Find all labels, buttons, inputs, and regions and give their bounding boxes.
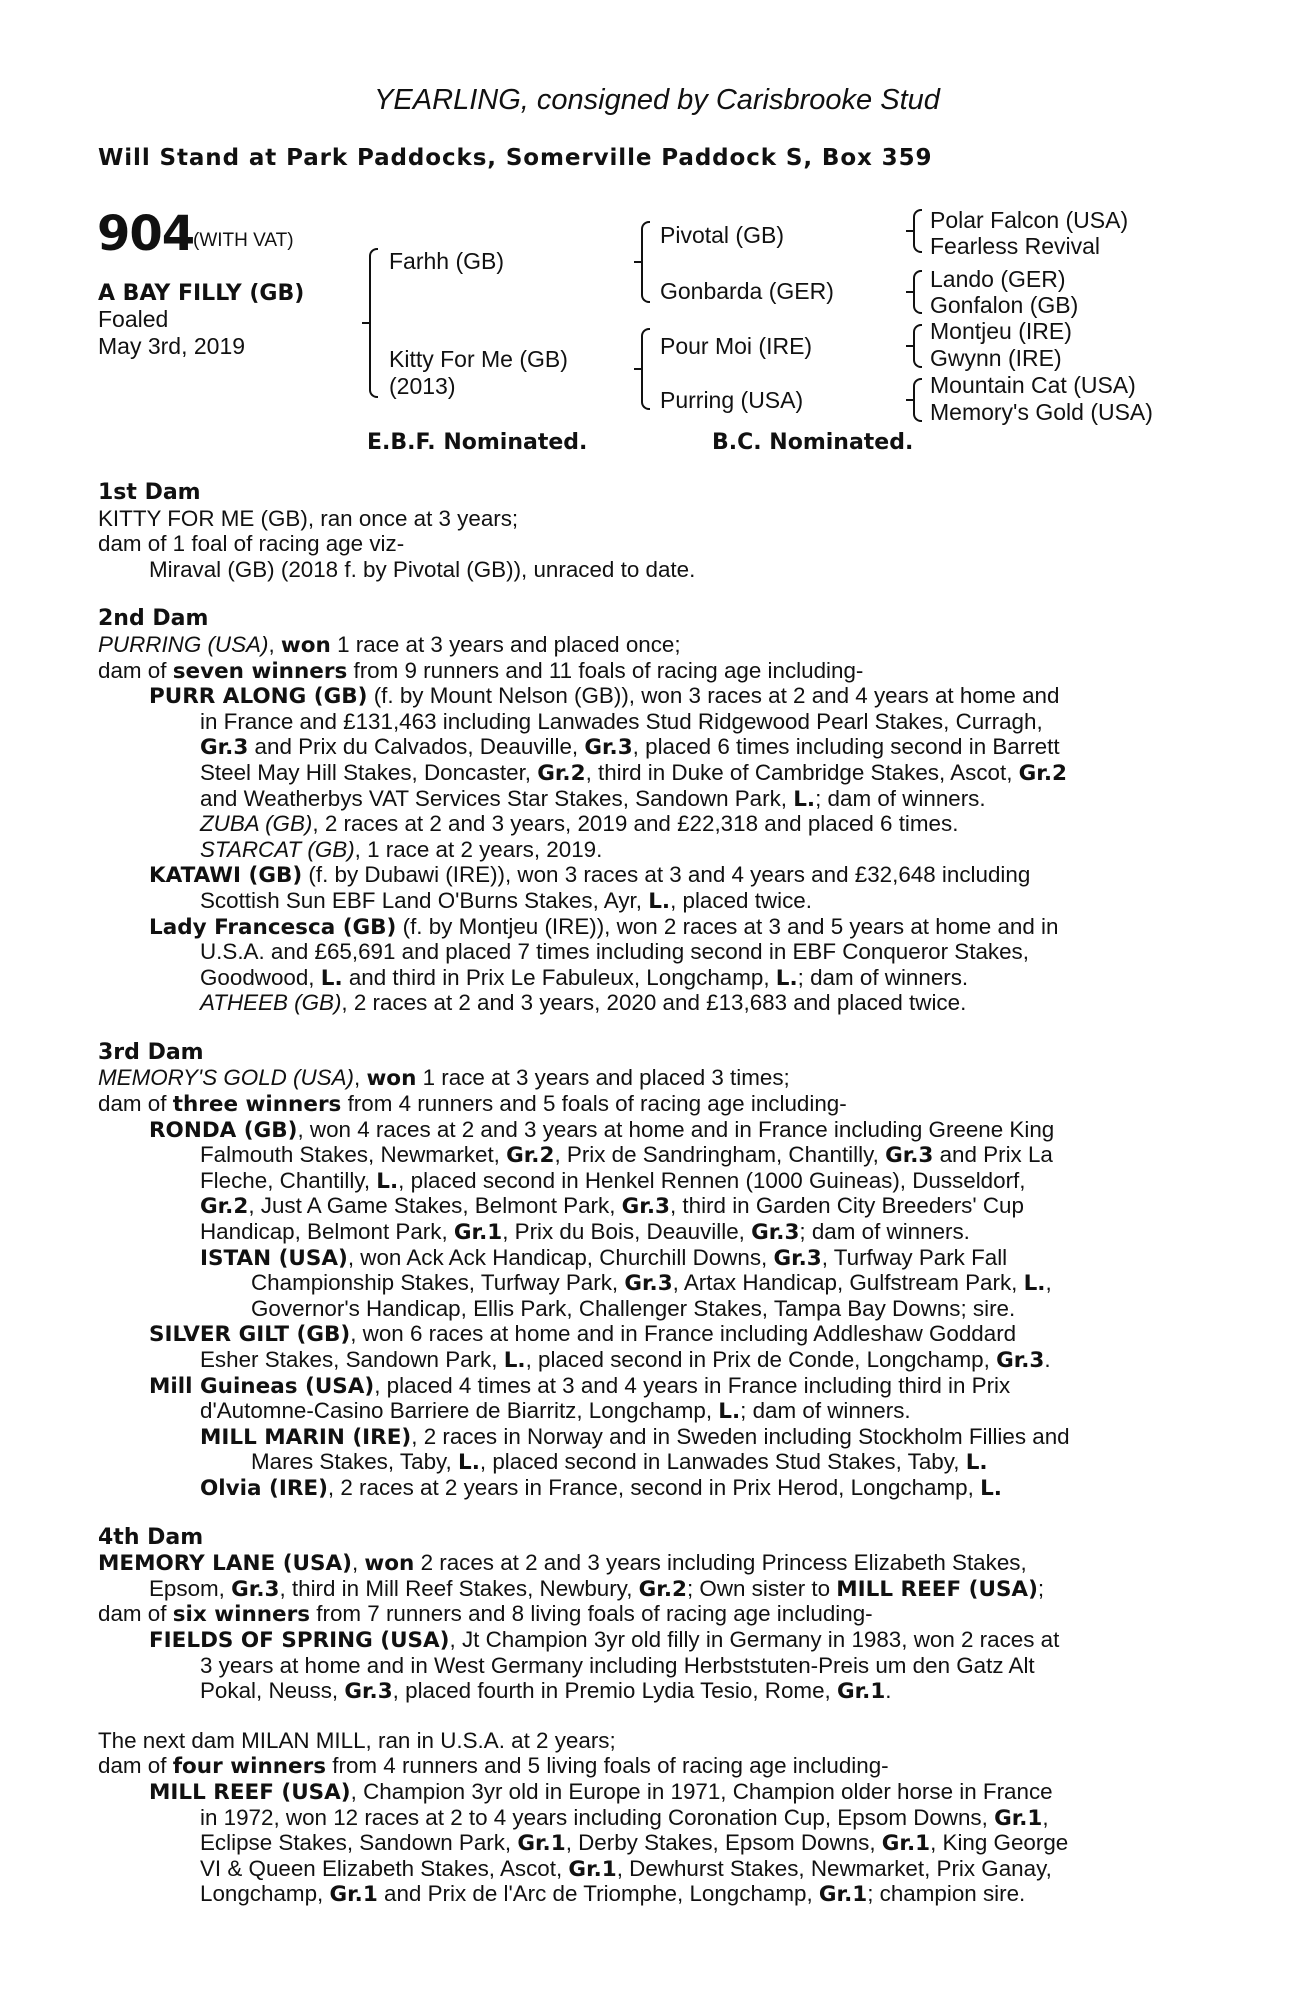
text-line: Miraval (GB) (2018 f. by Pivotal (GB)), unraced to date.: [149, 556, 696, 582]
pedigree-g3-2: Fearless Revival: [930, 233, 1100, 259]
text-line: KATAWI (GB) (f. by Dubawi (IRE)), won 3 races at 3 and 4 years and £32,648 including: [149, 862, 1031, 889]
text-line: Mill Guineas (USA), placed 4 times at 3 and 4 years in France including third in Prix: [149, 1372, 1011, 1399]
text-line: STARCAT (GB), 1 race at 2 years, 2019.: [200, 836, 603, 862]
text-line: Olvia (IRE), 2 races at 2 years in France, second in Prix Herod, Longchamp, L.: [200, 1474, 1002, 1501]
text-line: KITTY FOR ME (GB), ran once at 3 years;: [98, 505, 519, 531]
text-line: FIELDS OF SPRING (USA), Jt Champion 3yr old filly in Germany in 1983, won 2 races at: [149, 1626, 1060, 1653]
text-line: Lady Francesca (GB) (f. by Montjeu (IRE)), won 2 races at 3 and 5 years at home and in: [149, 913, 1059, 940]
foaled-label: Foaled: [98, 306, 169, 332]
pedigree-g3-8: Memory's Gold (USA): [930, 399, 1153, 425]
text-line: in France and £131,463 including Lanwades Stud Ridgewood Pearl Stakes, Curragh,: [200, 708, 1043, 734]
section-heading: 3rd Dam: [98, 1039, 204, 1065]
pedigree-g3-6: Gwynn (IRE): [930, 345, 1062, 371]
text-line: MILL REEF (USA), Champion 3yr old in Europe in 1971, Champion older horse in France: [149, 1778, 1053, 1805]
text-line: in 1972, won 12 races at 2 to 4 years including Coronation Cup, Epsom Downs, Gr.1,: [200, 1804, 1049, 1831]
text-line: PURR ALONG (GB) (f. by Mount Nelson (GB)), won 3 races at 2 and 4 years at home and: [149, 683, 1060, 710]
section-heading: 1st Dam: [98, 480, 201, 505]
pedigree-dam-year: (2013): [389, 373, 456, 399]
text-line: Gr.3 and Prix du Calvados, Deauville, Gr.3, placed 6 times including second in Barrett: [200, 734, 1060, 761]
text-line: PURRING (USA), won 1 race at 3 years and placed once;: [98, 631, 681, 658]
pedigree-sire-dam: Gonbarda (GER): [660, 278, 834, 304]
text-line: Falmouth Stakes, Newmarket, Gr.2, Prix de Sandringham, Chantilly, Gr.3 and Prix La: [200, 1142, 1053, 1169]
text-line: Governor's Handicap, Ellis Park, Challenger Stakes, Tampa Bay Downs; sire.: [251, 1295, 1016, 1321]
text-line: Mares Stakes, Taby, L., placed second in Lanwades Stud Stakes, Taby, L.: [251, 1449, 988, 1476]
pedigree-g3-4: Gonfalon (GB): [930, 292, 1079, 318]
text-line: Epsom, Gr.3, third in Mill Reef Stakes, Newbury, Gr.2; Own sister to MILL REEF (USA);: [149, 1575, 1045, 1602]
text-line: The next dam MILAN MILL, ran in U.S.A. at 2 years;: [98, 1727, 616, 1753]
foaled-date: May 3rd, 2019: [98, 333, 246, 359]
section-heading: 2nd Dam: [98, 606, 209, 632]
text-line: MEMORY'S GOLD (USA), won 1 race at 3 years and placed 3 times;: [98, 1065, 790, 1092]
pedigree-brace-2b: [641, 328, 650, 410]
ebf-nominated: E.B.F. Nominated.: [367, 430, 588, 455]
vat-note: (WITH VAT): [193, 230, 294, 251]
pedigree-brace-3b: [913, 270, 922, 314]
text-line: SILVER GILT (GB), won 6 races at home and in France including Addleshaw Goddard: [149, 1321, 1017, 1348]
pedigree-brace-1: [369, 248, 378, 398]
lot-number: 904: [97, 206, 195, 262]
text-line: and Weatherbys VAT Services Star Stakes, Sandown Park, L.; dam of winners.: [200, 785, 986, 812]
text-line: ATHEEB (GB), 2 races at 2 and 3 years, 2020 and £13,683 and placed twice.: [200, 990, 967, 1016]
text-line: Gr.2, Just A Game Stakes, Belmont Park, Gr.3, third in Garden City Breeders' Cup: [200, 1193, 1024, 1220]
lot-name: A BAY FILLY (GB): [98, 281, 305, 306]
text-line: RONDA (GB), won 4 races at 2 and 3 years at home and in France including Greene King: [149, 1116, 1055, 1143]
bc-nominated: B.C. Nominated.: [712, 430, 914, 455]
pedigree-brace-3a: [913, 209, 922, 253]
text-line: ISTAN (USA), won Ack Ack Handicap, Churchill Downs, Gr.3, Turfway Park Fall: [200, 1244, 1008, 1271]
text-line: Eclipse Stakes, Sandown Park, Gr.1, Derby Stakes, Epsom Downs, Gr.1, King George: [200, 1830, 1069, 1857]
pedigree-g3-3: Lando (GER): [930, 266, 1066, 292]
text-line: Fleche, Chantilly, L., placed second in Henkel Rennen (1000 Guineas), Dusseldorf,: [200, 1167, 1026, 1194]
pedigree-brace-2a: [641, 221, 650, 303]
text-line: VI & Queen Elizabeth Stakes, Ascot, Gr.1, Dewhurst Stakes, Newmarket, Prix Ganay,: [200, 1855, 1052, 1882]
pedigree-sire-sire: Pivotal (GB): [660, 222, 784, 248]
stand-location: Will Stand at Park Paddocks, Somerville Paddock S, Box 359: [98, 145, 933, 171]
text-line: Esher Stakes, Sandown Park, L., placed second in Prix de Conde, Longchamp, Gr.3.: [200, 1347, 1051, 1373]
pedigree-dam-dam: Purring (USA): [660, 387, 804, 413]
text-line: Championship Stakes, Turfway Park, Gr.3, Artax Handicap, Gulfstream Park, L.,: [251, 1270, 1052, 1297]
pedigree-dam: Kitty For Me (GB): [389, 346, 568, 372]
text-line: d'Automne-Casino Barriere de Biarritz, Longchamp, L.; dam of winners.: [200, 1398, 911, 1425]
section-heading: 4th Dam: [98, 1524, 204, 1550]
pedigree-g3-1: Polar Falcon (USA): [930, 207, 1129, 233]
text-line: MEMORY LANE (USA), won 2 races at 2 and 3 years including Princess Elizabeth Stakes,: [98, 1550, 1027, 1577]
text-line: U.S.A. and £65,691 and placed 7 times including second in EBF Conqueror Stakes,: [200, 939, 1029, 965]
pedigree-sire: Farhh (GB): [389, 248, 505, 274]
text-line: Longchamp, Gr.1 and Prix de l'Arc de Triomphe, Longchamp, Gr.1; champion sire.: [200, 1881, 1026, 1908]
text-line: Pokal, Neuss, Gr.3, placed fourth in Premio Lydia Tesio, Rome, Gr.1.: [200, 1678, 892, 1705]
text-line: dam of three winners from 4 runners and 5 foals of racing age including-: [98, 1091, 847, 1118]
pedigree-g3-7: Mountain Cat (USA): [930, 372, 1136, 398]
produce-record: [98, 480, 1198, 1907]
text-line: dam of six winners from 7 runners and 8 living foals of racing age including-: [98, 1601, 873, 1628]
text-line: dam of 1 foal of racing age viz-: [98, 531, 405, 557]
text-line: ZUBA (GB), 2 races at 2 and 3 years, 2019 and £22,318 and placed 6 times.: [200, 811, 959, 837]
text-line: Handicap, Belmont Park, Gr.1, Prix du Bois, Deauville, Gr.3; dam of winners.: [200, 1219, 970, 1246]
pedigree-g3-5: Montjeu (IRE): [930, 318, 1072, 344]
pedigree-dam-sire: Pour Moi (IRE): [660, 333, 813, 359]
text-line: dam of seven winners from 9 runners and 11 foals of racing age including-: [98, 657, 864, 684]
pedigree-brace-3c: [913, 324, 922, 368]
pedigree-brace-3d: [913, 378, 922, 422]
text-line: Scottish Sun EBF Land O'Burns Stakes, Ayr, L., placed twice.: [200, 887, 812, 914]
text-line: dam of four winners from 4 runners and 5 living foals of racing age including-: [98, 1753, 889, 1780]
text-line: MILL MARIN (IRE), 2 races in Norway and in Sweden including Stockholm Fillies and: [200, 1423, 1070, 1450]
page-title: YEARLING, consigned by Carisbrooke Stud: [374, 84, 940, 116]
text-line: Steel May Hill Stakes, Doncaster, Gr.2, third in Duke of Cambridge Stakes, Ascot, Gr.2: [200, 759, 1067, 786]
text-line: Goodwood, L. and third in Prix Le Fabuleux, Longchamp, L.; dam of winners.: [200, 964, 969, 991]
text-line: 3 years at home and in West Germany including Herbststuten-Preis um den Gatz Alt: [200, 1652, 1035, 1678]
